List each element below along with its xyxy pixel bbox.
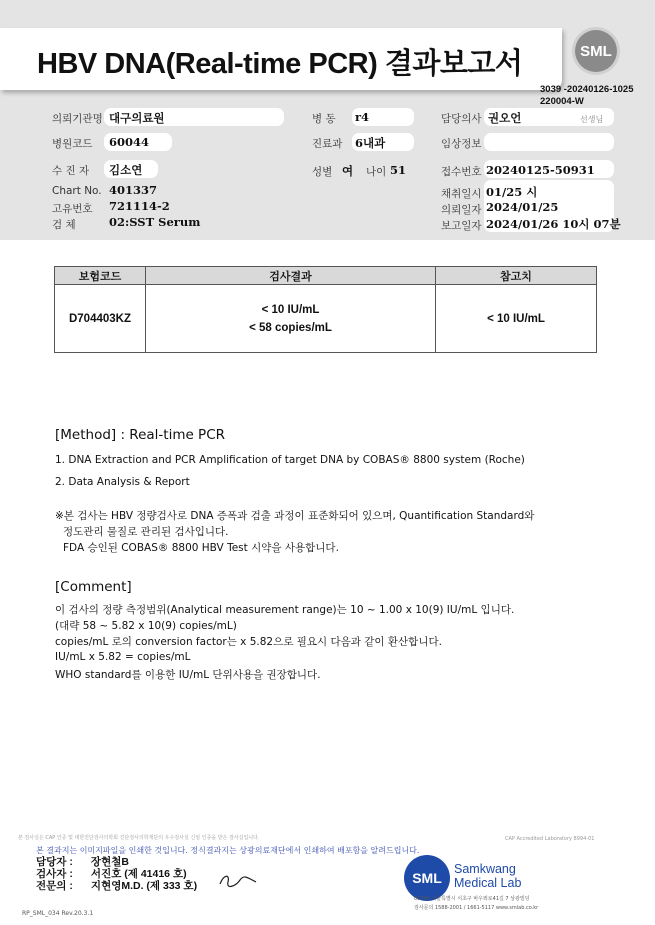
comment-title: [Comment] [55, 579, 132, 595]
staff-label: 담당자 : [36, 856, 73, 868]
request-date-value: 2024/01/25 [486, 200, 559, 214]
department-value: 6내과 [355, 136, 386, 150]
handwritten-signature [218, 872, 258, 888]
comment-line-5: WHO standard를 이용한 IU/mL 단위사용을 권장합니다. [55, 669, 321, 681]
comment-line-3: copies/mL 로의 conversion factor는 x 5.82으로 필요시 다음과 같이 환산합니다. [55, 636, 442, 648]
report-title: HBV DNA(Real-time PCR) 결과보고서 [37, 48, 523, 80]
print-notice: 본 결과지는 이미지파일을 인쇄한 것입니다. 정식결과지는 상광의료재단에서 인쇄하여 배포함을 알려드립니다. [36, 846, 420, 855]
doctor-suffix: 선생님 [580, 115, 604, 124]
insurance-code-cell: D704403KZ [55, 285, 146, 353]
result-copies: < 58 copies/mL [249, 321, 332, 334]
method-note-1: ※본 검사는 HBV 정량검사로 DNA 증폭과 검출 과정이 표준화되어 있으며, Quantification Standard와 [55, 510, 535, 522]
chart-no-label: Chart No. [52, 185, 102, 197]
ward-value: r4 [355, 110, 370, 124]
institution-value: 대구의료원 [109, 111, 165, 125]
comment-line-4: IU/mL x 5.82 = copies/mL [55, 651, 191, 663]
comment-line-1: 이 검사의 정량 측정범위(Analytical measurement range)는 10 ~ 1.00 x 10(9) IU/mL 입니다. [55, 604, 515, 616]
signature-specialist [36, 878, 197, 893]
specialist-name: 지현영M.D. (제 333 호) [90, 880, 198, 892]
report-number: 3039 -20240126-1025 220004-W [540, 84, 634, 107]
collection-date-label: 채취일시 [441, 188, 482, 200]
results-table [54, 266, 597, 353]
report-date-label: 보고일자 [441, 220, 482, 232]
hospital-code-label: 병원코드 [52, 138, 93, 150]
doctor-value: 권오언 [488, 111, 522, 125]
gender-label: 성별 [312, 166, 333, 178]
result-iu: < 10 IU/mL [261, 303, 320, 316]
cap-accreditation: CAP Accredited Laboratory 8994-01 [505, 836, 595, 842]
reference-cell: < 10 IU/mL [436, 285, 597, 353]
patient-label: 수 진 자 [52, 165, 90, 177]
certification-note: 본 검사실은 CAP 인증 및 대한진단검사의학회 진단검사의학재단의 우수검사실 신임 인증을 받은 검사실입니다. [18, 835, 260, 841]
chart-no-value: 401337 [109, 183, 158, 197]
collection-date-value: 01/25 시 [486, 185, 538, 199]
method-step-1: 1. DNA Extraction and PCR Amplification of target DNA by COBAS® 8800 system (Roche) [55, 454, 525, 466]
address-line-2: 검사문의 1588-2001 / 1661-5117 www.smlab.co.kr [414, 905, 539, 911]
table-row [55, 285, 597, 353]
method-note-3: FDA 승인된 COBAS® 8800 HBV Test 시약을 사용합니다. [63, 542, 339, 554]
method-note-2: 정도관리 물질로 관리된 검사입니다. [63, 526, 229, 538]
address-line-1: 06745 서울특별시 서초구 바우뫼로41길 7 상광빌딩 [414, 896, 530, 902]
department-label: 진료과 [312, 138, 343, 150]
receipt-no-label: 접수번호 [441, 166, 482, 178]
receipt-no-value: 20240125-50931 [486, 163, 595, 177]
specimen-label: 검 체 [52, 219, 76, 231]
patient-value: 김소연 [109, 163, 143, 177]
method-title: [Method] : Real-time PCR [55, 427, 226, 443]
form-code: RP_SML_034 Rev.20.3.1 [22, 910, 94, 917]
brand-name: Samkwang Medical Lab [454, 862, 522, 890]
unique-no-label: 고유번호 [52, 203, 93, 215]
staff-name: 장현철B [90, 856, 129, 868]
tester-name: 서진호 (제 41416 호) [90, 868, 187, 880]
footer-sml-logo: SML [404, 855, 450, 901]
ward-label: 병 동 [312, 113, 336, 125]
clinical-info-field [484, 133, 614, 151]
sml-logo: SML [575, 30, 617, 72]
request-date-label: 의뢰일자 [441, 204, 482, 216]
result-cell [146, 285, 436, 353]
insurance-code-header: 보험코드 [55, 267, 146, 285]
specialist-label: 전문의 : [36, 880, 73, 892]
unique-no-value: 721114-2 [109, 199, 170, 213]
clinical-info-label: 임상정보 [441, 138, 482, 150]
comment-line-2: (대략 58 ~ 5.82 x 10(9) copies/mL) [55, 620, 237, 632]
report-date-value: 2024/01/26 10시 07분 [486, 217, 621, 231]
age-label: 나이 [366, 166, 387, 178]
age-value: 51 [390, 163, 407, 177]
tester-label: 검사자 : [36, 868, 73, 880]
institution-label: 의뢰기관명 [52, 113, 103, 125]
method-step-2: 2. Data Analysis & Report [55, 476, 190, 488]
result-header: 검사결과 [146, 267, 436, 285]
gender-value: 여 [342, 164, 354, 178]
hospital-code-value: 60044 [109, 135, 150, 149]
reference-header: 참고치 [436, 267, 597, 285]
specimen-value: 02:SST Serum [109, 215, 201, 229]
doctor-label: 담당의사 [441, 113, 482, 125]
